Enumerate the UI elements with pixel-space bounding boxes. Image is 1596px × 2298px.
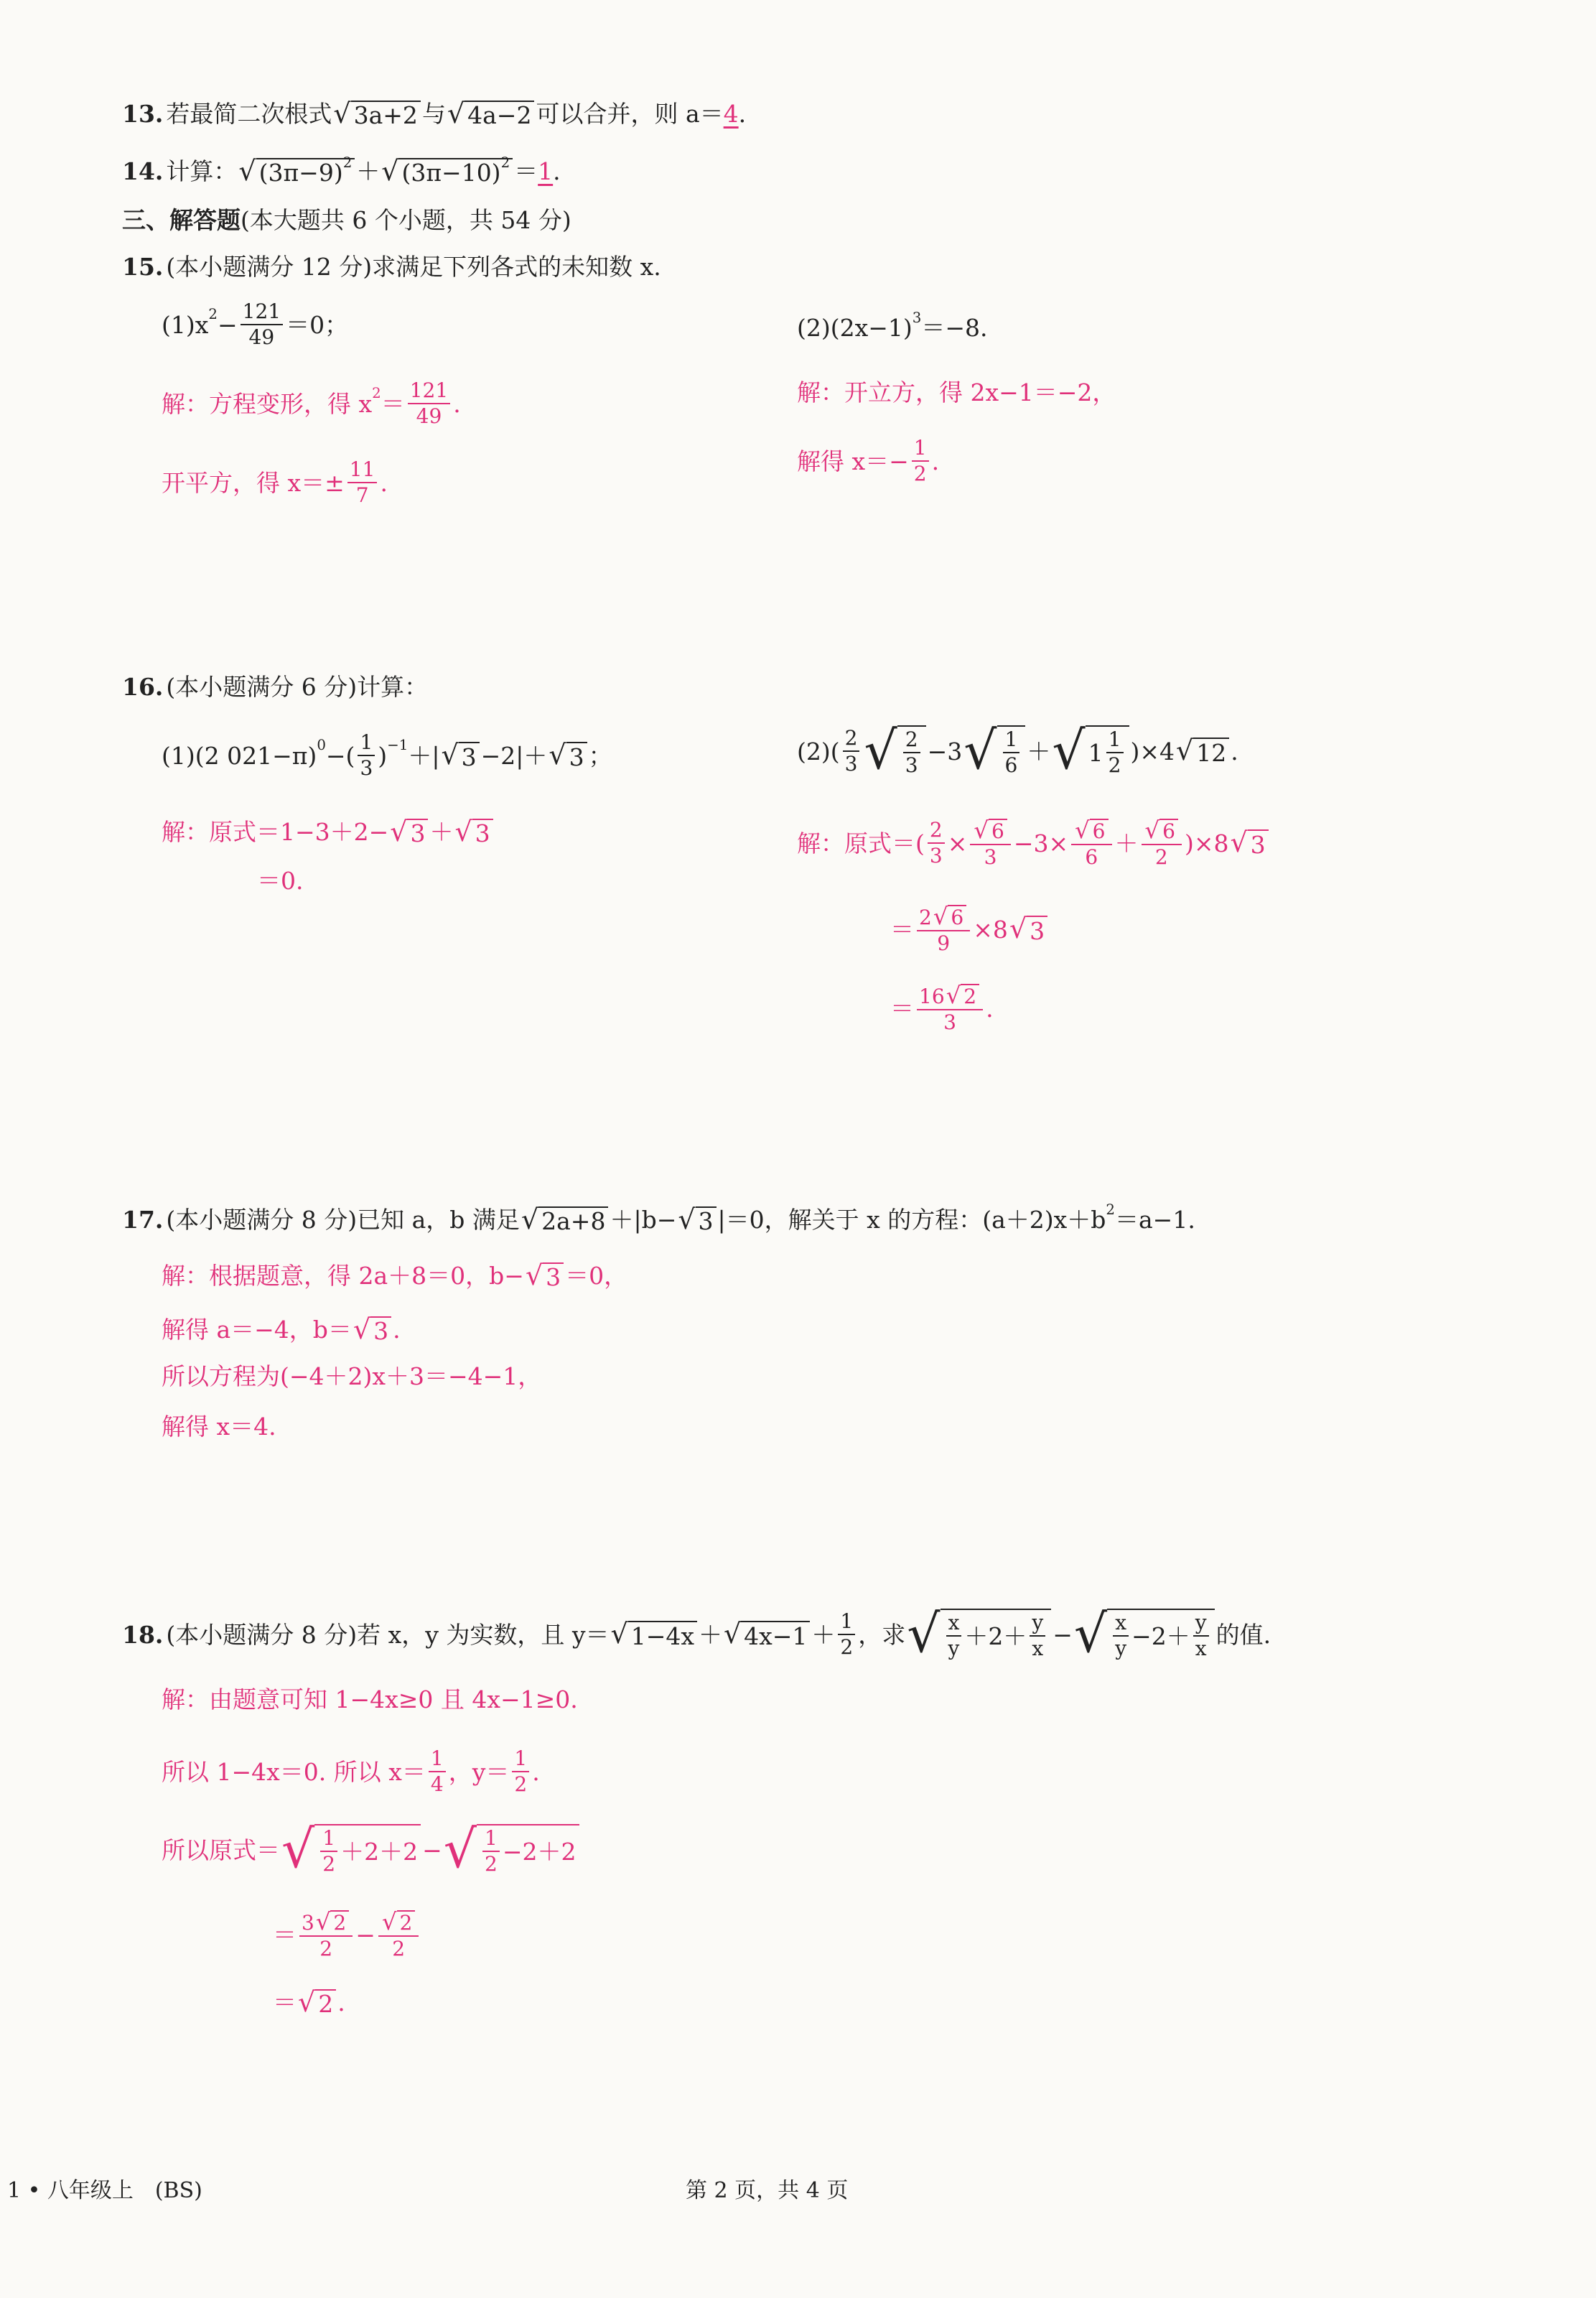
- footer-grade: 1 • 八年级上 (BS): [7, 2178, 202, 2203]
- q16-solution-5: ＝ 16 √ 2 3 .: [890, 982, 994, 1035]
- q17-solution-1: 解：根据题意，得 2a＋8＝0，b− √ 3 ＝0，: [162, 1260, 628, 1292]
- q18-solution-5: ＝ √ 2 .: [273, 1986, 345, 2019]
- q15-part-2: (2)(2x−1) 3 ＝−8.: [797, 309, 988, 342]
- footer-page-number: 第 2 页，共 4 页: [686, 2178, 849, 2203]
- q15-part-1: (1)x 2 − $\frac{121}{49}$ ＝0；: [162, 299, 349, 350]
- q15-solution-1: 解：方程变形，得 x 2 ＝ $\frac{121}{49}$ .: [162, 378, 461, 429]
- question-18: 18. (本小题满分 8 分)若 x，y 为实数，且 y＝ √ 1−4x ＋ √ 4x−1 ＋ $\frac{1}{2}$ ，求 √ $\frac{x}{y}$ ＋2＋ $\frac{y}{x}$ − √ $\frac{x}{y}$ −2＋ $\frac{y}{x}$ 的值.: [122, 1604, 1271, 1665]
- q16-solution-3: 解：原式＝( $\frac{2}{3}$ × √ 6 3 −3× √ 6 6 ＋ √ 6 2 )×8 √ 3: [797, 819, 1270, 867]
- question-17: 17. (本小题满分 8 分)已知 a，b 满足 √ 2a+8 ＋|b− √ 3 |＝0，解关于 x 的方程：(a＋2)x＋b 2 ＝a−1.: [122, 1201, 1195, 1236]
- q16-solution-4: ＝ 2 √ 6 9 ×8 √ 3: [890, 905, 1049, 954]
- q16-part-1: (1)(2 021−π) 0 −( $\frac{1}{3}$ ) −1 ＋| √ 3 −2|＋ √ 3 ；: [162, 730, 612, 781]
- q15-solution-4: 解得 x＝− $\frac{1}{2}$ .: [797, 436, 940, 486]
- question-13: 13. 若最简二次根式 √ 3a+2 与 √ 4a−2 可以合并，则 a＝ 4 .: [122, 98, 747, 130]
- q18-solution-4: ＝ 3 √ 2 2 − √ 2 2: [273, 1910, 421, 1959]
- q18-solution-2: 所以 1−4x＝0. 所以 x＝ $\frac{1}{4}$ ，y＝ $\frac{1}{2}$ .: [162, 1746, 540, 1797]
- answer-14: 1: [538, 157, 554, 186]
- q16-solution-1: 解：原式＝1−3＋2− √ 3 ＋ √ 3: [162, 819, 495, 846]
- q15-solution-3: 解：开立方，得 2x−1＝−2，: [797, 378, 1116, 406]
- question-14: 14. 计算： √ (3π−9) 2 ＋ √ (3π−10) 2 ＝ 1 .: [122, 154, 561, 187]
- q15-solution-2: 开平方，得 x＝± $\frac{11}{7}$ .: [162, 457, 388, 508]
- answer-13: 4: [723, 100, 739, 129]
- question-15: 15. (本小题满分 12 分)求满足下列各式的未知数 x.: [122, 253, 661, 281]
- q16-part-2: (2)( $\frac{2}{3}$ √ $\frac{2}{3}$ −3 √ $\frac{1}{6}$ ＋ √ 1 $\frac{1}{2}$ )×4 √ 12 .: [797, 721, 1238, 781]
- q17-solution-3: 所以方程为(−4＋2)x＋3＝−4−1，: [162, 1362, 542, 1390]
- q17-solution-2: 解得 a＝−4，b＝ √ 3 .: [162, 1313, 401, 1346]
- section-3-heading: 三、解答题 (本大题共 6 个小题，共 54 分): [122, 206, 571, 234]
- q16-solution-2: ＝0.: [257, 867, 304, 895]
- q18-solution-3: 所以原式＝ √ $\frac{1}{2}$ ＋2＋2 − √ $\frac{1}{2}$ −2＋2: [162, 1824, 581, 1876]
- q17-solution-4: 解得 x＝4.: [162, 1413, 276, 1441]
- q18-solution-1: 解：由题意可知 1−4x≥0 且 4x−1≥0.: [162, 1685, 578, 1713]
- question-16: 16. (本小题满分 6 分)计算：: [122, 673, 429, 701]
